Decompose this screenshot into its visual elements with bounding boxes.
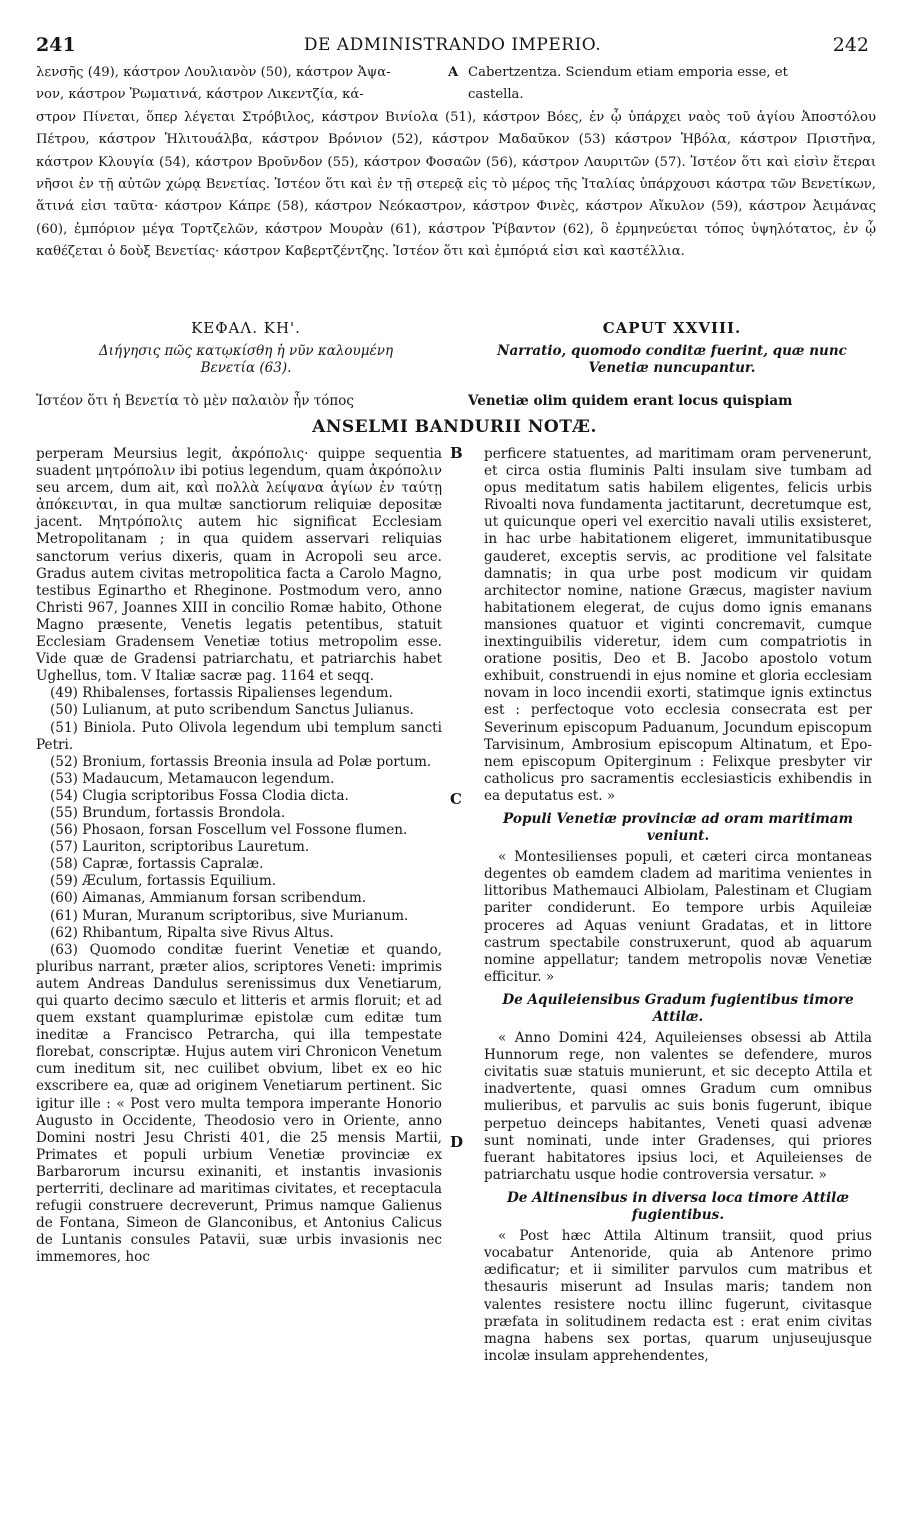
running-title: DE ADMINISTRANDO IMPERIO. [303,35,602,55]
latin-line-2: castella. [468,87,524,103]
note-50: (50) Lulianum, at puto scribendum Sanctus Julianus. [50,702,414,719]
chronicle-paragraph-4: « Post hæc Attila Altinum transiit, quod prius vocabatur Antenoride, quia ab Antenore primo ædificatur; et ii similiter parvulos cum matribus et thesauris miserunt ad Insulas maris; tandem non valentes resistere noctu illinc fugerunt, civitasque præfata in solitudinem redacta est : erat enim civitas magna habens sex portas, quarum unjuseujusque incolæ insulam apprehendentes, [484,1228,872,1364]
section-heading-populi: Populi Venetiæ provinciæ ad oram maritimam veniunt. [503,810,853,845]
margin-marker-a: A [448,65,459,80]
chronicle-paragraph-2: « Montesilienses populi, et cæteri circa montaneas degentes ob eamdem cladem ad maritima venientes in littoribus Mathemauci Albiolam, Palestinam et Clugiam pariter condiderunt. Eo tempore urbis Aquileiæ proceres ad Aquas veniunt Gradatas, et in littore castrum spectabile construxerunt, quod ab aquarum nomine appellatur; tandem metropolis novæ Venetiæ efficitur. » [484,849,872,985]
greek-line-1: λενσῆς (49), κάστρον Λουλιανὸν (50), κάστρον Ἀψα- [36,65,391,80]
note-59: (59) Æculum, fortassis Equilium. [50,873,277,890]
latin-line-1: Cabertzentza. Sciendum etiam emporia esse, et [468,65,788,80]
greek-chapter-opening: Ἰστέον ὅτι ἡ Βενετία τὸ μὲν παλαιὸν ἦν τόπος [36,393,354,409]
page-number-right: 242 [832,34,869,56]
note-63: (63) Quomodo conditæ fuerint Venetiæ et quando, pluribus narrant, præter alios, scriptores Veneti: imprimis autem Andreas Dandulus serenissimus dux Venetiarum, qui quarto decimo sæculo et litteris et armis floruit; et ad quem exstant quamplurimæ epistolæ cum editæ tum ineditæ a Francisco Petrarcha, qui illa tempestate florebat, conscriptæ. Hujus autem viri Chronicon Venetum cum ineditum sit, nec cuilibet obvium, libet ex eo hic exscribere ea, quæ ad originem Venetiarum pertinent. Sic igitur ille : « Post vero multa tempora imperante Honorio Augusto in Occidente, Theodosio vero in Oriente, anno Domini nostri Jesu Christi 401, die 25 mensis Martii, Primates et populi urbium Venetiæ provinciæ ex Barbarorum incursu exinaniti, et instantis invasionis perterriti, declinare ad maritimas civitates, et receptacula refugii construere decreverunt, Primus namque Galienus de Fontana, Simeon de Glanconibus, et Antonius Calicus de Luntanis consules Patavii, suæ urbis invasionis nec immemores, hoc [36,941,442,1266]
greek-text-block [36,62,876,264]
note-60: (60) Aimanas, Ammianum forsan scribendum. [50,890,367,907]
chapter-headings [36,319,873,379]
margin-marker-c: C [450,790,462,808]
chronicle-paragraph-1: perficere statuentes, ad maritimam oram pervenerunt, et circa ostia fluminis Palti insulam sive tumbam ad opus meditatum satis habilem eligentes, felicis urbis Rivoalti nova fundamenta jactitarunt, decretumque est, ut quicunque operi vel exercitio navali utilis exsisteret, in hac urbe habitationem eligeret, immunitatibusque gauderet, exceptis servis, ac proditione vel falsitate damnatis; in qua urbe post modicum vir quidam architector nomine, natione Græcus, magister navium habitationem elegerat, de cujus domo ignis emanans mansiones quatuor et viginti concremavit, cumque inextinguibilis videretur, idem cum compatriotis in oratione positis, Deo et B. Jacobo apostolo votum exhibuit, construendi in ejus nomine et gloria ecclesiam novam in loco incendii exorti, statimque ignis extinctus est : perfectoque voto ecclesia consecrata est per Severinum episcopum Paduanum, Jocundum episcopum Tarvisinum, Ambrosium episcopum Altinatum, et Epo- nem episcopum Opiterginum : Felixque presbyter vir catholicus pro sacramentis ecclesiasticis exhibendis in ea deputatus est. » [484,446,872,804]
note-paragraph: perperam Meursius legit, ἀκρόπολις· quippe sequentia suadent μητρόπολιν ibi potius legendum, quam ἀκρόπολιν seu arcem, dum ait, καὶ πολλὰ λείψανα ἁγίων ἐν ταύτῃ ἀπόκεινται, in qua multæ sanctiorum reliquiæ depositæ jacent. Μητρόπολις autem hic significat Ecclesiam Metropolitanam ; in qua quidem asservari reliquias sanctorum verius dixeris, quam in Acropoli seu arce. Gradus autem civitas metropolitica facta a Carolo Magno, testibus Eginartho et Rheginone. Postmodum vero, anno Christi 967, Joannes XIII in concilio Romæ habito, Othone Magno præsente, Venetis legatis petentibus, statuit Ecclesiam Gradensem Venetiæ totius metropolim esse. Vide quæ de Gradensi patriarchatu, et patriarchis habet Ughellus, tom. V Italiæ sacræ pag. 1164 et seqq. [36,446,442,685]
note-52: (52) Bronium, fortassis Breonia insula ad Polæ portum. [50,753,432,770]
notes-title: ANSELMI BANDURII NOTÆ. [312,417,597,437]
greek-paragraph: στρον Πίνεται, ὅπερ λέγεται Στρόβιλος, κάστρον Βινίολα (51), κάστρον Βόες, ἐν ᾧ ὑπάρχει ναὸς τοῦ ἁγίου Ἀποστόλου Πέτρου, κάστρον Ἠλιτουάλβα, κάστρον Βρόνιον (52), κάστρον Μαδαῦκον (53) κάστρον Ἡβόλα, κάστρον Πριστῆνα, κάστρον Κλουγία (54), κάστρον Βροῦνδον (55), κάστρον Φοσαῶν (56), κάστρον Λαυριτῶν (57). Ἰστέον ὅτι καὶ εἰσὶν ἕτεραι νῆσοι ἐν τῇ αὐτῶν χώρᾳ Βενετίας. Ἰστέον ὅτι καὶ ἐν τῇ στερεᾷ εἰς τὸ μέρος τῆς Ἰταλίας ὑπάρχουσι κάστρα τῶν Βενετίκων, ἅτινά εἰσι ταῦτα· κάστρον Κάπρε (58), κάστρον Νεόκαστρον, κάστρον Φινὲς, κάστρον Αἴκυλον (59), κάστρον Ἀειμάνας (60), ἐμπόριον μέγα Τορτζελῶν, κάστρον Μουρὰν (61), κάστρον Ῥίβαντον (62), ὃ ἑρμηνεύεται τόπος ὑψηλότατος, ἐν ᾧ καθέζεται ὁ δοὺξ Βενετίας· κάστρον Καβερτζέντζης. Ἰστέον ὅτι καὶ ἐμπόριά εἰσι καὶ καστέλλια. [36,109,876,260]
latin-chapter-subtitle-1: Narratio, quomodo conditæ fuerint, quæ nunc [497,343,847,359]
note-61: (61) Muran, Muranum scriptoribus, sive Murianum. [50,907,409,924]
note-62: (62) Rhibantum, Ripalta sive Rivus Altus. [50,924,334,941]
greek-line-2: νον, κάστρον Ῥωματινά, κάστρον Λικεντζία, κά- [36,87,364,103]
latin-chapter-subtitle-2: Venetiæ nuncupantur. [588,360,756,376]
note-53: (53) Madaucum, Metamaucon legendum. [50,770,335,787]
notes-right-column [484,446,872,1365]
greek-chapter-subtitle-2: Βενετία (63). [200,360,292,376]
note-54: (54) Clugia scriptoribus Fossa Clodia dicta. [50,787,349,804]
note-58: (58) Capræ, fortassis Capralæ. [50,856,264,873]
section-heading-aquileienses: De Aquileiensibus Gradum fugientibus timore Attilæ. [502,991,854,1025]
section-heading-altinenses: De Altinensibus in diversa loca timore Attilæ fugientibus. [506,1189,850,1224]
chronicle-paragraph-3: « Anno Domini 424, Aquileienses obsessi ab Attila Hunnorum rege, non valentes se defendere, muros civitatis suæ statuis munierunt, et sic decepto Attila et inadvertente, quasi omnes Gradum cum omnibus mulieribus, et parvulis ac suis bonis fugerunt, ibique perpetuo deinceps habitantes, Veneti quasi advenæ sunt nominati, unde inter Gradenses, qui priores fuerant habitatores ipsius loci, et Aquileienses de patriarchatu usque hodie controversia versatur. » [484,1030,872,1183]
greek-chapter-heading: ΚΕΦΑΛ. ΚΗ'. [191,319,301,337]
note-56: (56) Phosaon, forsan Foscellum vel Fossone flumen. [50,822,408,839]
notes-left-column [36,446,442,1267]
greek-chapter-subtitle-1: Διήγησις πῶς κατῳκίσθη ἡ νῦν καλουμένη [98,343,394,359]
latin-chapter-opening: Venetiæ olim quidem erant locus quispiam [468,393,793,409]
latin-chapter-heading: CAPUT XXVIII. [602,319,742,337]
note-55: (55) Brundum, fortassis Brondola. [50,804,286,821]
note-57: (57) Lauriton, scriptoribus Lauretum. [50,839,310,856]
page-number-left: 241 [36,34,76,56]
note-51: (51) Biniola. Puto Olivola legendum ubi templum sancti Petri. [36,719,442,753]
note-49: (49) Rhibalenses, fortassis Ripalienses legendum. [50,685,393,702]
running-header [36,34,869,60]
margin-marker-d: D [450,1133,464,1151]
margin-marker-b: B [450,444,463,462]
